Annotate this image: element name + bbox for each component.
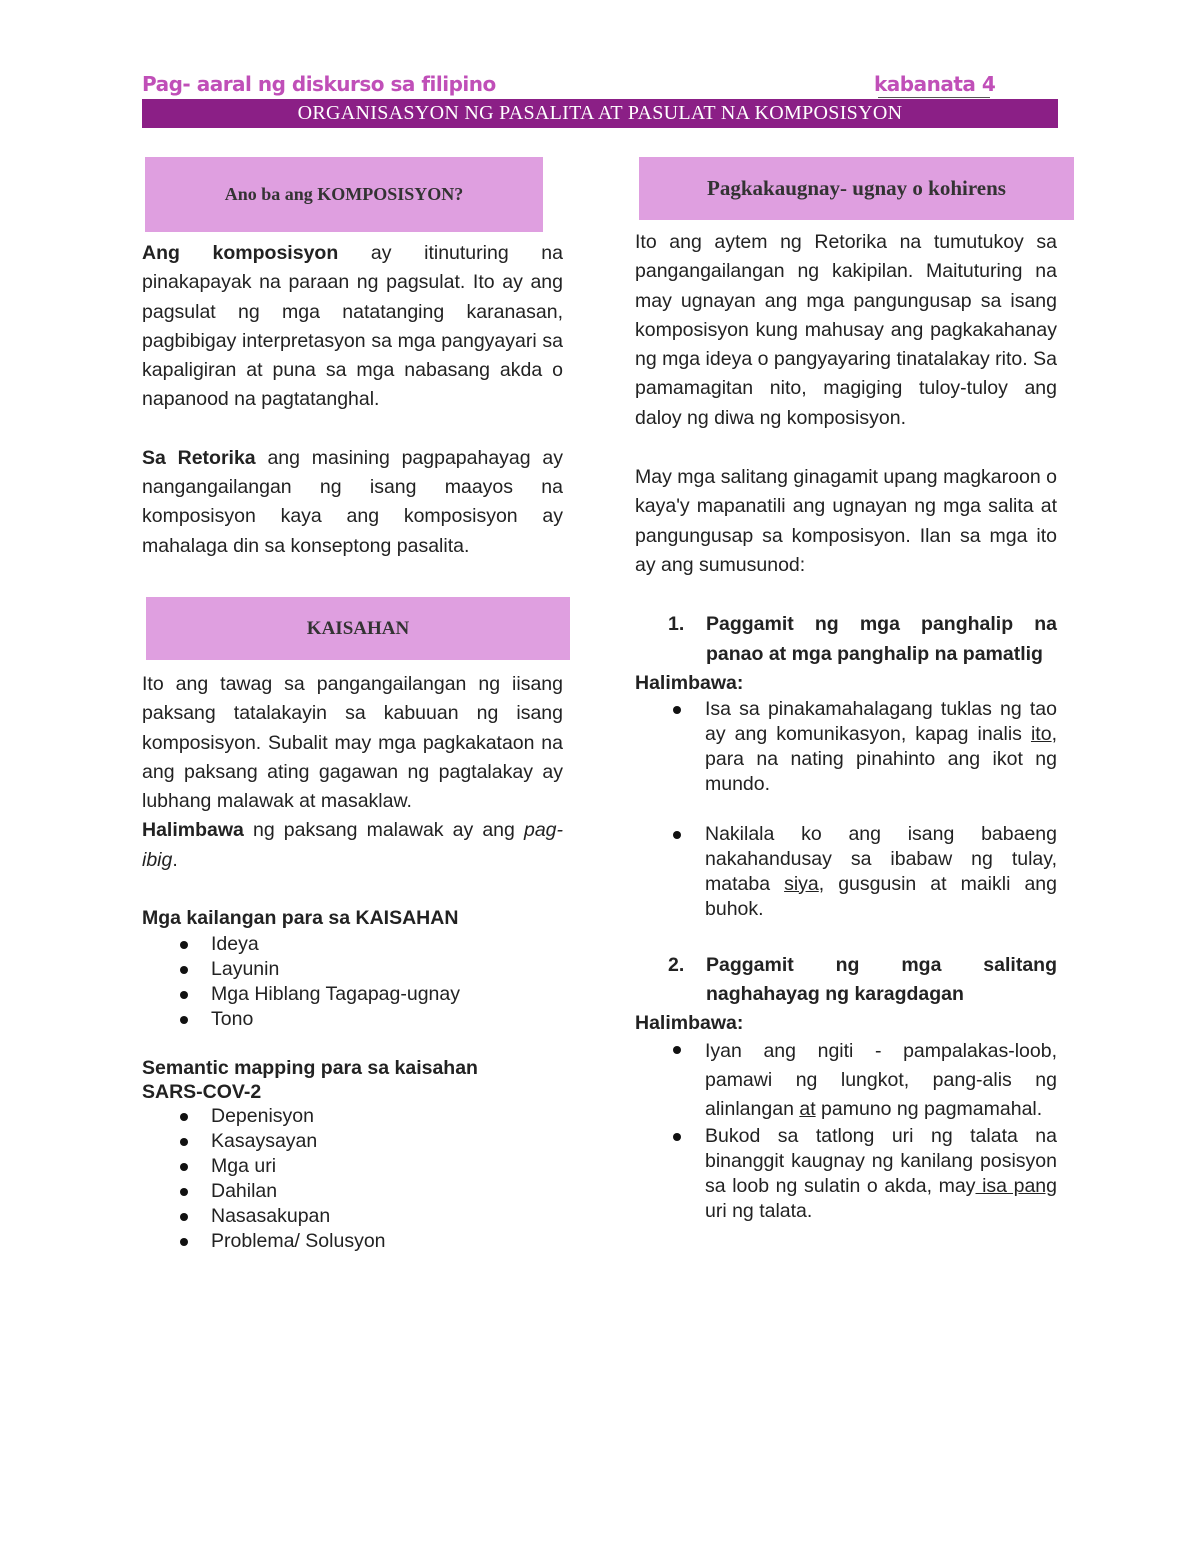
- list-item: Layunin: [142, 957, 563, 982]
- numbered-item-2: [635, 951, 1057, 1010]
- heading-kaisahan: KAISAHAN: [306, 617, 410, 639]
- term-halimbawa: Halimbawa: [142, 819, 244, 842]
- halimbawa-label-2: Halimbawa:: [635, 1012, 744, 1035]
- list-title-semantic: Semantic mapping para sa kaisahan: [142, 1057, 478, 1080]
- list-item: Tono: [142, 1007, 563, 1032]
- paragraph-kohirens: Ito ang aytem ng Retorika na tumutukoy sa pangangailangan ng kakipilan. Maituturing na may ugnayan ang mga pangungusap sa isang komposisyon kung mahusay ang pagkakahanay ng mga ideya o pangyayaring tinatalakay rito. Sa pamamagitan nito, magiging tuloy-tuloy ang daloy ng diwa ng komposisyon.: [635, 231, 1057, 429]
- item-text-2: Paggamit ng mga salitang naghahayag ng karagdagan: [706, 953, 1057, 1006]
- paragraph-halimbawa: Halimbawa ng paksang malawak ay ang pag-ibig.: [142, 819, 563, 871]
- item-text-1: Paggamit ng mga panghalip na panao at mga panghalip na pamatlig: [706, 613, 1057, 665]
- list-item: Mga Hiblang Tagapag-ugnay: [142, 982, 563, 1007]
- paragraph-retorika-text: ang masining pagpapahayag ay nangangailangan ng isang maayos na komposisyon kaya ang komposisyon ay mahalaga din sa konseptong pasalita.: [142, 446, 563, 557]
- examples-list-2: [635, 1037, 1057, 1224]
- numbered-item-1: [635, 610, 1057, 669]
- left-intro: [142, 239, 563, 561]
- paragraph-komposisyon-text: ay itinuturing na pinakapayak na paraan ng pagsulat. Ito ay ang pagsulat ng mga natatanging karanasan, pagbibigay interpretasyon sa mga pangyayari sa kapaligiran at puna sa mga nabasang akda o napanood na pagtatanghal.: [142, 242, 563, 411]
- heading-kohirens: Pagkakaugnay- ugnay o kohirens: [707, 176, 1006, 200]
- page-banner: ORGANISASYON NG PASALITA AT PASULAT NA KOMPOSISYON: [142, 99, 1058, 128]
- left-kaisahan: [142, 670, 563, 1254]
- list-item: Isa sa pinakamahalagang tuklas ng tao ay ang komunikasyon, kapag inalis ito, para na nating pinahinto ang ikot ng mundo.: [635, 697, 1057, 797]
- term-komposisyon: Ang komposisyon: [142, 242, 339, 264]
- list-item: Depenisyon: [142, 1104, 563, 1129]
- heading-komposisyon: Ano ba ang KOMPOSISYON?: [224, 184, 464, 204]
- list-item: Mga uri: [142, 1154, 563, 1179]
- paragraph-salitang: May mga salitang ginagamit upang magkaroon o kaya'y mapanatili ang ugnayan ng mga salita at pangungusap sa komposisyon. Ilan sa mga ito ay ang sumusunod:: [635, 466, 1057, 576]
- paragraph-kaisahan: Ito ang tawag sa pangangailangan ng iisang paksang tatalakayin sa kabuuan ng isang komposisyon. Subalit may mga pagkakataon na ang paksang ating gagawan ng pagtalakay ay lubhang malawak at masaklaw.: [142, 673, 563, 813]
- list-item: Problema/ Solusyon: [142, 1229, 563, 1254]
- chapter-label: kabanata 4: [874, 72, 996, 96]
- item-number-2: 2.: [668, 953, 685, 976]
- list-item: Kasaysayan: [142, 1129, 563, 1154]
- list-item: Nakilala ko ang isang babaeng nakahandusay sa ibabaw ng tulay, mataba siya, gusgusin at maikli ang buhok.: [635, 822, 1057, 922]
- list-semantic: [142, 1104, 563, 1254]
- item-number-1: 1.: [668, 613, 685, 636]
- list-item: Dahilan: [142, 1179, 563, 1204]
- heading-box-komposisyon: [145, 157, 543, 232]
- paragraph-komposisyon: [142, 239, 563, 415]
- list-item: Iyan ang ngiti - pampalakas-loob, pamawi ng lungkot, pang-alis ng alinlangan at pamuno ng pagmamahal.: [635, 1037, 1057, 1124]
- examples-list-1: [635, 697, 1057, 922]
- list-item: Bukod sa tatlong uri ng talata na binanggit kaugnay ng kanilang posisyon sa loob ng sulatin o akda, may isa pang uri ng talata.: [635, 1124, 1057, 1224]
- list-subtitle-sars: SARS-COV-2: [142, 1081, 262, 1104]
- halimbawa-label-1: Halimbawa:: [635, 671, 744, 694]
- list-item: Nasasakupan: [142, 1204, 563, 1229]
- header-title: Pag- aaral ng diskurso sa filipino: [142, 72, 496, 96]
- list-item: Ideya: [142, 932, 563, 957]
- list-kaisahan: [142, 932, 563, 1032]
- term-retorika: Sa Retorika: [142, 446, 256, 469]
- heading-box-kohirens: [639, 157, 1074, 220]
- paragraph-retorika: [142, 444, 563, 561]
- right-column: [635, 228, 1057, 1224]
- header-rule: [878, 97, 990, 98]
- list-title-kaisahan: Mga kailangan para sa KAISAHAN: [142, 907, 459, 930]
- heading-box-kaisahan: [146, 597, 570, 660]
